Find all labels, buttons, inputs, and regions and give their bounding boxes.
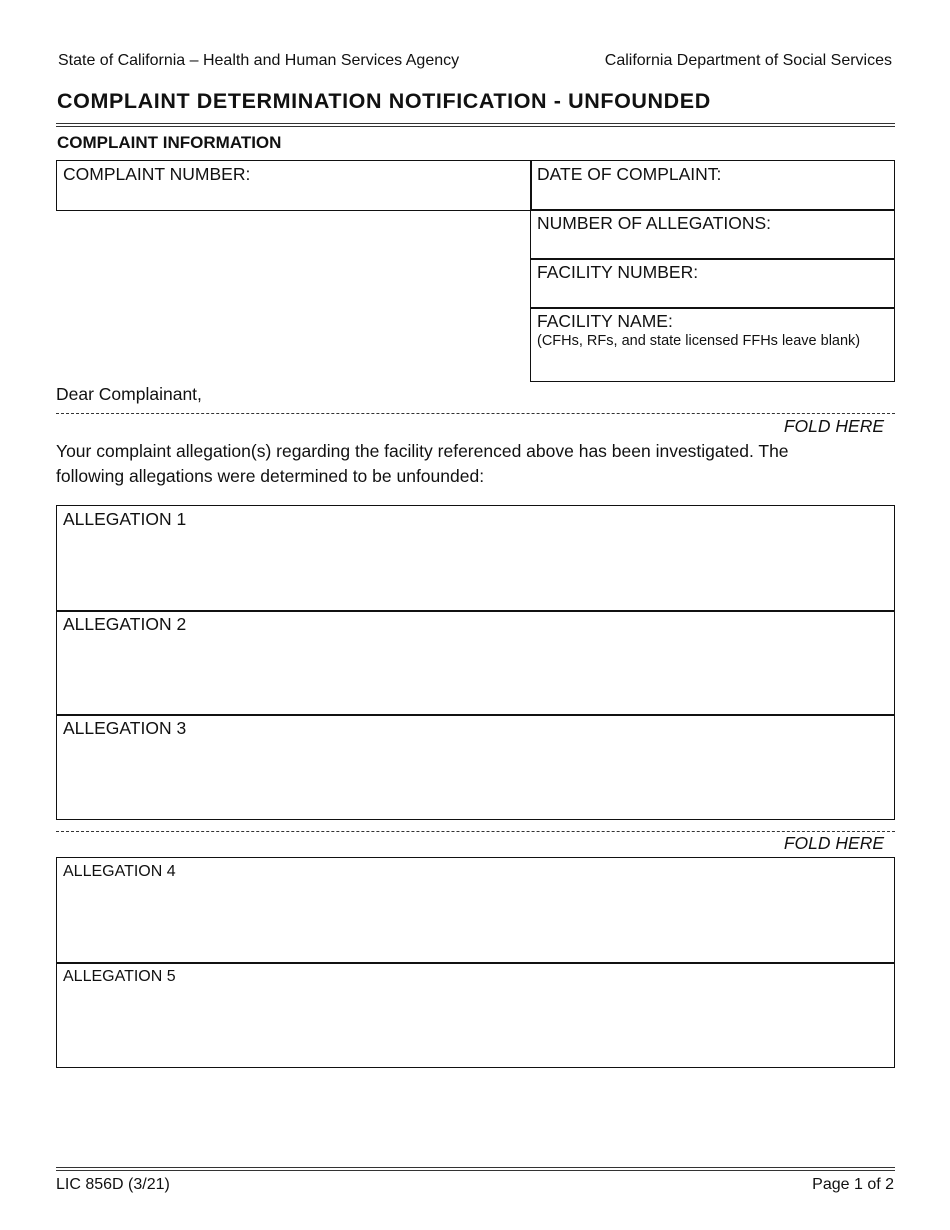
number-of-allegations-label: NUMBER OF ALLEGATIONS: xyxy=(537,213,772,233)
complaint-number-field[interactable] xyxy=(56,160,532,211)
allegation-1-label: ALLEGATION 1 xyxy=(63,509,187,529)
page-title: COMPLAINT DETERMINATION NOTIFICATION - UNFOUNDED xyxy=(57,89,711,113)
allegation-4-field[interactable] xyxy=(56,857,895,964)
footer-divider xyxy=(56,1167,895,1171)
form-id: LIC 856D (3/21) xyxy=(56,1176,170,1193)
page-number: Page 1 of 2 xyxy=(812,1176,894,1193)
fold-line xyxy=(56,413,895,414)
allegation-4-label: ALLEGATION 4 xyxy=(63,863,176,880)
complaint-number-label: COMPLAINT NUMBER: xyxy=(63,164,251,184)
allegation-5-field[interactable] xyxy=(56,962,895,1068)
department-header: California Department of Social Services xyxy=(604,52,892,69)
facility-name-field[interactable] xyxy=(530,307,895,382)
allegation-2-field[interactable] xyxy=(56,610,895,716)
fold-here-label: FOLD HERE xyxy=(783,416,884,436)
allegation-1-field[interactable] xyxy=(56,505,895,612)
allegation-3-field[interactable] xyxy=(56,714,895,820)
number-of-allegations-field[interactable] xyxy=(530,209,895,260)
section-title: COMPLAINT INFORMATION xyxy=(57,133,282,152)
date-of-complaint-field[interactable] xyxy=(530,160,895,211)
intro-text-line-2: following allegations were determined to be unfounded: xyxy=(56,466,485,486)
allegation-2-label: ALLEGATION 2 xyxy=(63,614,187,634)
facility-name-label: FACILITY NAME: xyxy=(537,311,673,331)
facility-name-note: (CFHs, RFs, and state licensed FFHs leave blank) xyxy=(537,333,861,349)
allegation-3-label: ALLEGATION 3 xyxy=(63,718,187,738)
greeting: Dear Complainant, xyxy=(56,384,202,404)
date-of-complaint-label: DATE OF COMPLAINT: xyxy=(537,164,722,184)
fold-here-label: FOLD HERE xyxy=(783,833,884,853)
allegation-5-label: ALLEGATION 5 xyxy=(63,968,176,985)
facility-number-field[interactable] xyxy=(530,258,895,309)
agency-header: State of California – Health and Human Services Agency xyxy=(58,52,460,69)
facility-number-label: FACILITY NUMBER: xyxy=(537,262,699,282)
intro-text-line-1: Your complaint allegation(s) regarding the facility referenced above has been investigated. The xyxy=(56,441,789,461)
fold-line xyxy=(56,831,895,832)
title-divider xyxy=(56,123,895,127)
